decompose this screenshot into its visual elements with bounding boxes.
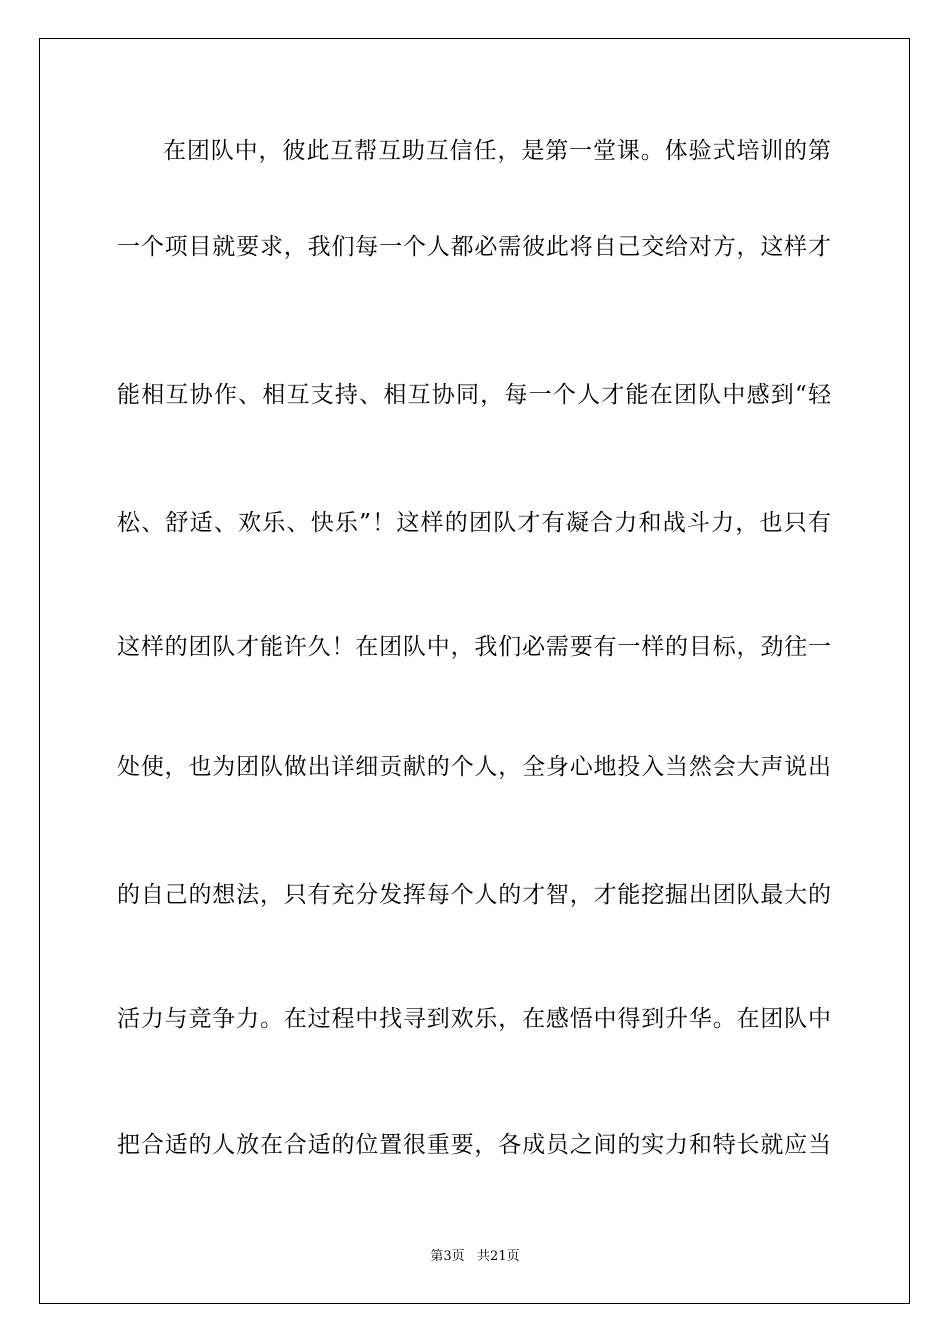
paragraph-line: 松、舒适、欢乐、快乐”！这样的团队才有凝合力和战斗力，也只有 [117, 510, 831, 536]
paragraph-line: 一个项目就要求，我们每一个人都必需彼此将自己交给对方，这样才 [117, 234, 831, 260]
paragraph-line: 的自己的想法，只有充分发挥每个人的才智，才能挖掘出团队最大的 [117, 882, 831, 908]
page-border [39, 38, 910, 1304]
page-number-footer: 第3页 共21页 [430, 1249, 520, 1264]
paragraph-line: 活力与竞争力。在过程中找寻到欢乐，在感悟中得到升华。在团队中 [117, 1006, 831, 1032]
paragraph-line: 在团队中，彼此互帮互助互信任，是第一堂课。体验式培训的第 [163, 138, 831, 164]
paragraph-line: 把合适的人放在合适的位置很重要，各成员之间的实力和特长就应当 [117, 1132, 831, 1158]
paragraph-line: 能相互协作、相互支持、相互协同，每一个人才能在团队中感到“轻 [117, 382, 831, 408]
paragraph-line: 处使，也为团队做出详细贡献的个人，全身心地投入当然会大声说出 [117, 754, 831, 780]
paragraph-line: 这样的团队才能许久！在团队中，我们必需要有一样的目标，劲往一 [117, 634, 831, 660]
